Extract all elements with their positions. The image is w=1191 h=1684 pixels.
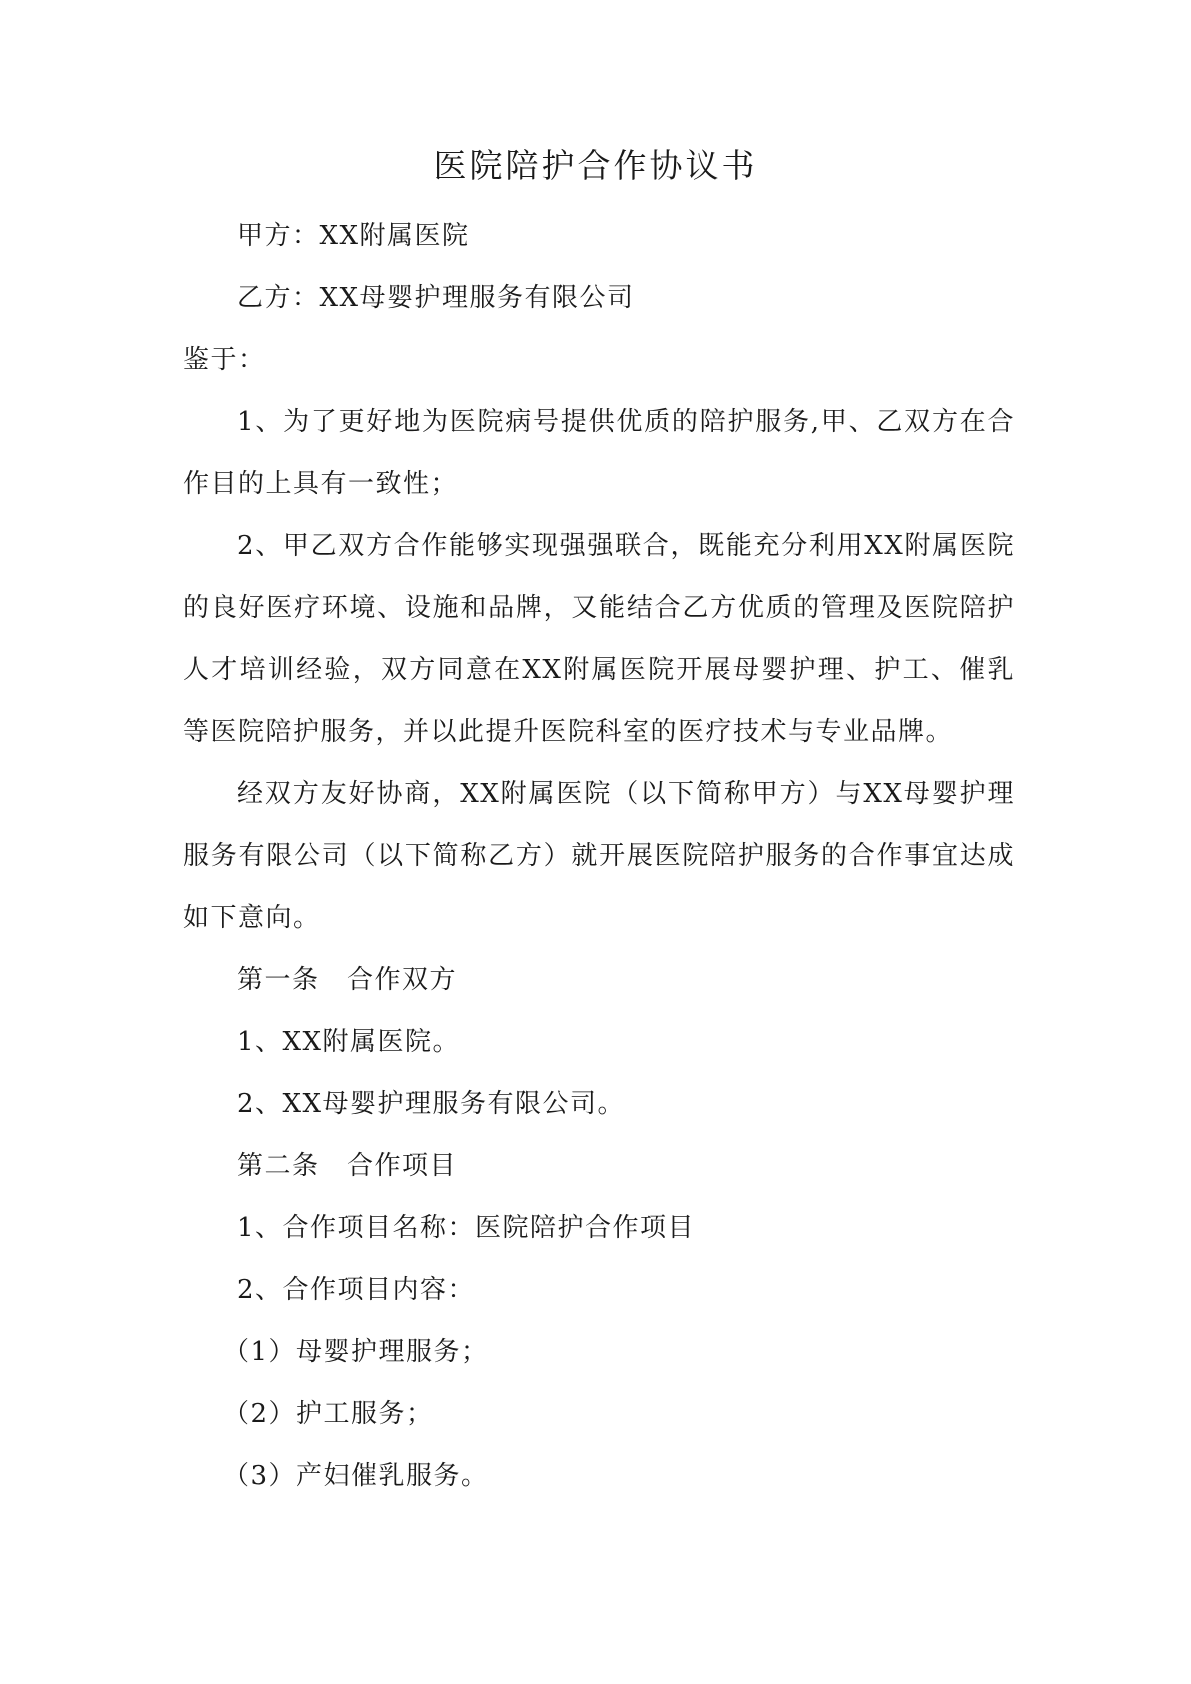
article-2-item-1: 1、合作项目名称：医院陪护合作项目 (237, 1213, 696, 1243)
whereas-clause-2: 2、甲乙双方合作能够实现强强联合，既能充分利用XX附属医院的良好医疗环境、设施和品牌，又能结合乙方优质的管理及医院陪护人才培训经验，双方同意在XX附属医院开展母婴护理、护工、催乳等医院陪护服务，并以此提升医院科室的医疗技术与专业品牌。 (183, 531, 1015, 747)
service-item-3: （3）产妇催乳服务。 (223, 1461, 489, 1491)
article-1-item-2: 2、XX母婴护理服务有限公司。 (237, 1089, 626, 1119)
whereas-heading: 鉴于： (183, 345, 266, 375)
service-item-1: （1）母婴护理服务； (223, 1337, 489, 1367)
agreement-intro: 经双方友好协商，XX附属医院（以下简称甲方）与XX母婴护理服务有限公司（以下简称乙方）就开展医院陪护服务的合作事宜达成如下意向。 (183, 779, 1015, 933)
document-title: 医院陪护合作协议书 (433, 146, 758, 185)
service-item-2: （2）护工服务； (223, 1399, 434, 1429)
party-b-line: 乙方：XX母婴护理服务有限公司 (237, 283, 635, 313)
article-1-item-1: 1、XX附属医院。 (237, 1027, 461, 1057)
party-a-line: 甲方：XX附属医院 (237, 221, 470, 251)
whereas-clause-1: 1、为了更好地为医院病号提供优质的陪护服务,甲、乙双方在合作目的上具有一致性； (183, 407, 1015, 499)
document-body (183, 205, 1015, 1507)
article-2-item-2: 2、合作项目内容： (237, 1275, 476, 1305)
article-2-heading: 第二条 合作项目 (237, 1151, 458, 1181)
article-1-heading: 第一条 合作双方 (237, 965, 458, 995)
